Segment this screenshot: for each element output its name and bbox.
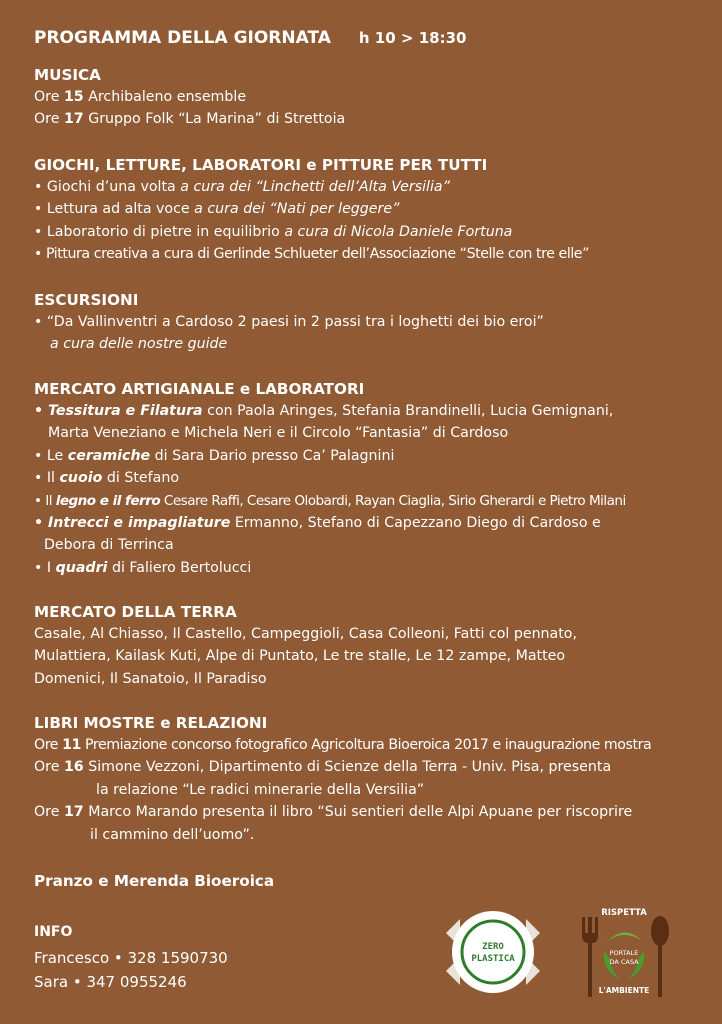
giochi-item: • Lettura ad alta voce a cura dei “Nati per leggere” xyxy=(34,201,400,218)
section-giochi xyxy=(34,154,702,266)
rispetta-label: RISPETTA xyxy=(601,908,647,918)
artisan-item-cont: Debora di Terrinca xyxy=(44,537,174,554)
section-title-libri: LIBRI MOSTRE e RELAZIONI xyxy=(34,714,268,732)
talk-item-cont: il cammino dell’uomo”. xyxy=(90,826,255,843)
zero-plastica-word2: PLASTICA xyxy=(471,954,515,964)
artisan-item: • Le ceramiche di Sara Dario presso Ca’ Palagnini xyxy=(34,447,395,464)
da-casa-label: DA CASA xyxy=(609,958,639,966)
escursione-item: • “Da Vallinventri a Cardoso 2 paesi in 2 passi tra i loghetti dei bio eroi” xyxy=(34,314,544,330)
info-block xyxy=(34,924,228,994)
ambiente-label: L'AMBIENTE xyxy=(598,986,650,995)
producers-line: Casale, Al Chiasso, Il Castello, Campeggioli, Casa Colleoni, Fatti col pennato, xyxy=(34,626,577,642)
contact-line: Sara • 347 0955246 xyxy=(34,973,187,991)
giochi-item: • Pittura creativa a cura di Gerlinde Schlueter dell’Associazione “Stelle con tre elle” xyxy=(34,246,589,263)
section-title-giochi: GIOCHI, LETTURE, LABORATORI e PITTURE PER TUTTI xyxy=(34,156,488,174)
info-title: INFO xyxy=(34,924,73,940)
artisan-item: • Intrecci e impagliature Ermanno, Stefano di Capezzano Diego di Cardoso e xyxy=(34,515,601,532)
talk-item: Ore 16 Simone Vezzoni, Dipartimento di Scienze della Terra - Univ. Pisa, presenta xyxy=(34,759,612,776)
section-musica xyxy=(34,64,702,131)
section-title-mercato-terra: MERCATO DELLA TERRA xyxy=(34,603,237,621)
section-mercato-terra xyxy=(34,601,702,690)
section-mercato-artigianale xyxy=(34,378,702,579)
musica-line: Ore 17 Gruppo Folk “La Marina” di Strettoia xyxy=(34,111,346,128)
section-title-musica: MUSICA xyxy=(34,66,101,84)
producers-line: Domenici, Il Sanatoio, Il Paradiso xyxy=(34,670,267,687)
section-title-mercato-artigianale: MERCATO ARTIGIANALE e LABORATORI xyxy=(34,380,365,398)
pranzo-title: Pranzo e Merenda Bioeroica xyxy=(34,872,275,890)
section-libri xyxy=(34,712,702,846)
zero-plastica-word1: ZERO xyxy=(482,942,504,952)
zero-plastica-logo xyxy=(438,905,548,1000)
event-hours: h 10 > 18:30 xyxy=(358,29,467,47)
page-title: PROGRAMMA DELLA GIORNATA xyxy=(34,28,331,48)
artisan-item-cont: Marta Veneziano e Michela Neri e il Circolo “Fantasia” di Cardoso xyxy=(48,425,509,442)
rispetta-ambiente-logo xyxy=(576,905,672,1000)
musica-line: Ore 15 Archibaleno ensemble xyxy=(34,89,247,105)
escursione-credit: a cura delle nostre guide xyxy=(50,336,228,353)
portale-label: PORTALE xyxy=(609,949,639,957)
section-escursioni xyxy=(34,289,702,356)
header xyxy=(34,28,466,48)
contact-line: Francesco • 328 1590730 xyxy=(34,949,228,967)
talk-item: Ore 11 Premiazione concorso fotografico Agricoltura Bioeroica 2017 e inaugurazione mostra xyxy=(34,737,652,753)
artisan-item: • Il legno e il ferro Cesare Raffi, Cesare Olobardi, Rayan Ciaglia, Sirio Gherardi e Pietro Milani xyxy=(34,492,626,509)
giochi-item: • Laboratorio di pietre in equilibrio a cura di Nicola Daniele Fortuna xyxy=(34,223,513,240)
artisan-item: • Tessitura e Filatura con Paola Aringes, Stefania Brandinelli, Lucia Gemignani, xyxy=(34,403,614,419)
producers-line: Mulattiera, Kailask Kuti, Alpe di Puntato, Le tre stalle, Le 12 zampe, Matteo xyxy=(34,648,566,665)
artisan-item: • I quadri di Faliero Bertolucci xyxy=(34,559,252,576)
talk-item: Ore 17 Marco Marando presenta il libro “Sui sentieri delle Alpi Apuane per riscoprire xyxy=(34,804,633,821)
section-title-escursioni: ESCURSIONI xyxy=(34,291,139,309)
talk-item-cont: la relazione “Le radici minerarie della Versilia” xyxy=(96,781,425,798)
artisan-item: • Il cuoio di Stefano xyxy=(34,470,180,487)
giochi-item: • Giochi d’una volta a cura dei “Linchetti dell’Alta Versilia” xyxy=(34,179,450,195)
